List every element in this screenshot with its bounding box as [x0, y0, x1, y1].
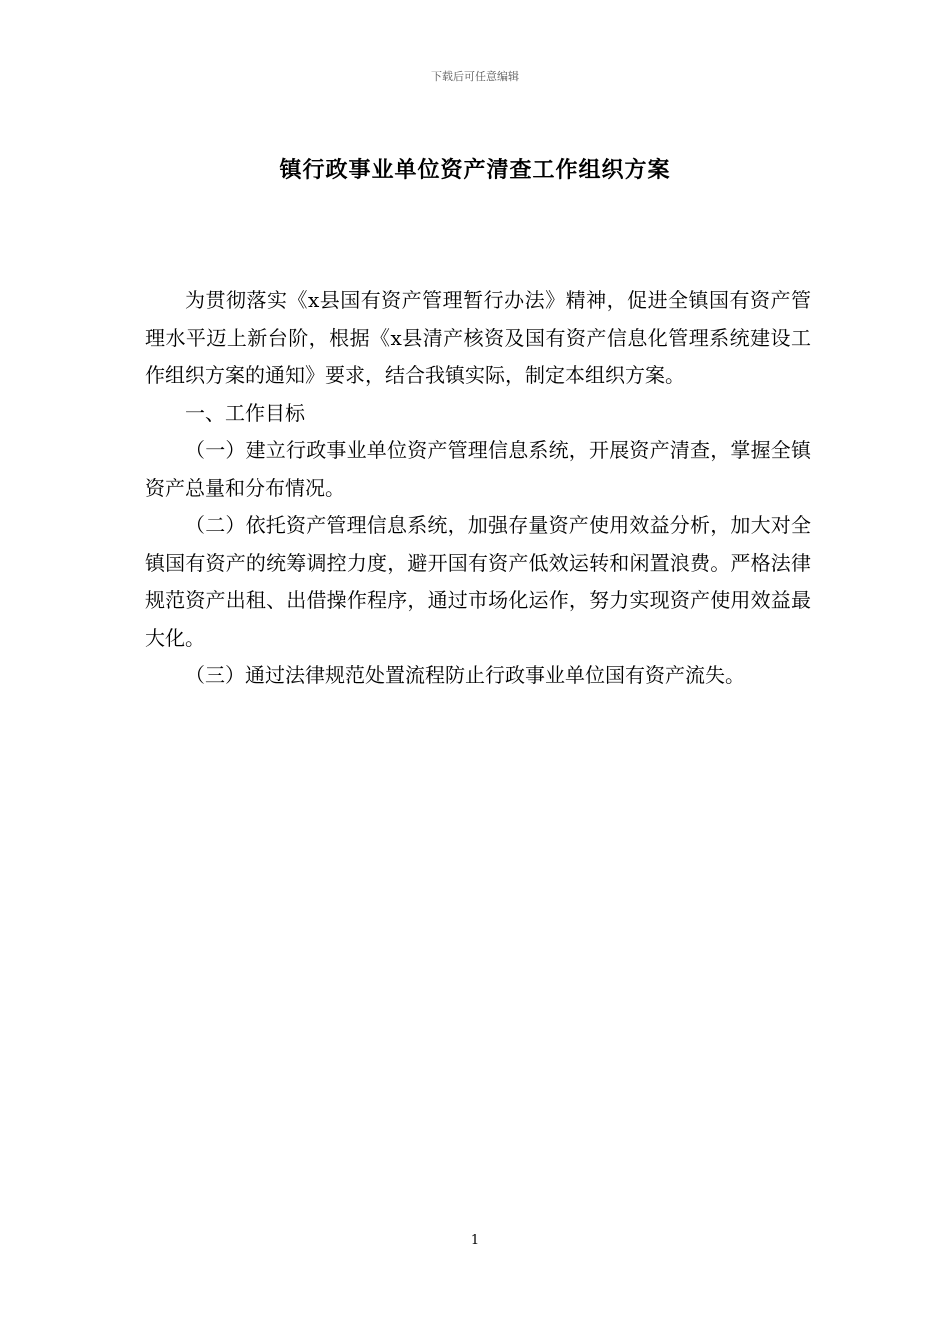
document-body	[145, 282, 811, 695]
page-number: 1	[470, 1233, 480, 1248]
section-heading-goals: 一、工作目标	[185, 400, 305, 425]
paragraph-goal-2: （二）依托资产管理信息系统，加强存量资产使用效益分析，加大对全镇国有资产的统筹调控力度，避开国有资产低效运转和闲置浪费。严格法律规范资产出租、出借操作程序，通过市场化运作，努力实现资产使用效益最大化。	[145, 513, 811, 650]
document-title: 镇行政事业单位资产清查工作组织方案	[279, 157, 671, 183]
paragraph-goal-3: （三）通过法律规范处置流程防止行政事业单位国有资产流失。	[185, 663, 745, 687]
paragraph-goal-1: （一）建立行政事业单位资产管理信息系统，开展资产清查，掌握全镇资产总量和分布情况。	[145, 438, 811, 500]
header-note: 下载后可任意编辑	[431, 70, 519, 83]
paragraph-intro: 为贯彻落实《x县国有资产管理暂行办法》精神，促进全镇国有资产管理水平迈上新台阶，根据《x县清产核资及国有资产信息化管理系统建设工作组织方案的通知》要求，结合我镇实际，制定本组织方案。	[145, 288, 811, 387]
